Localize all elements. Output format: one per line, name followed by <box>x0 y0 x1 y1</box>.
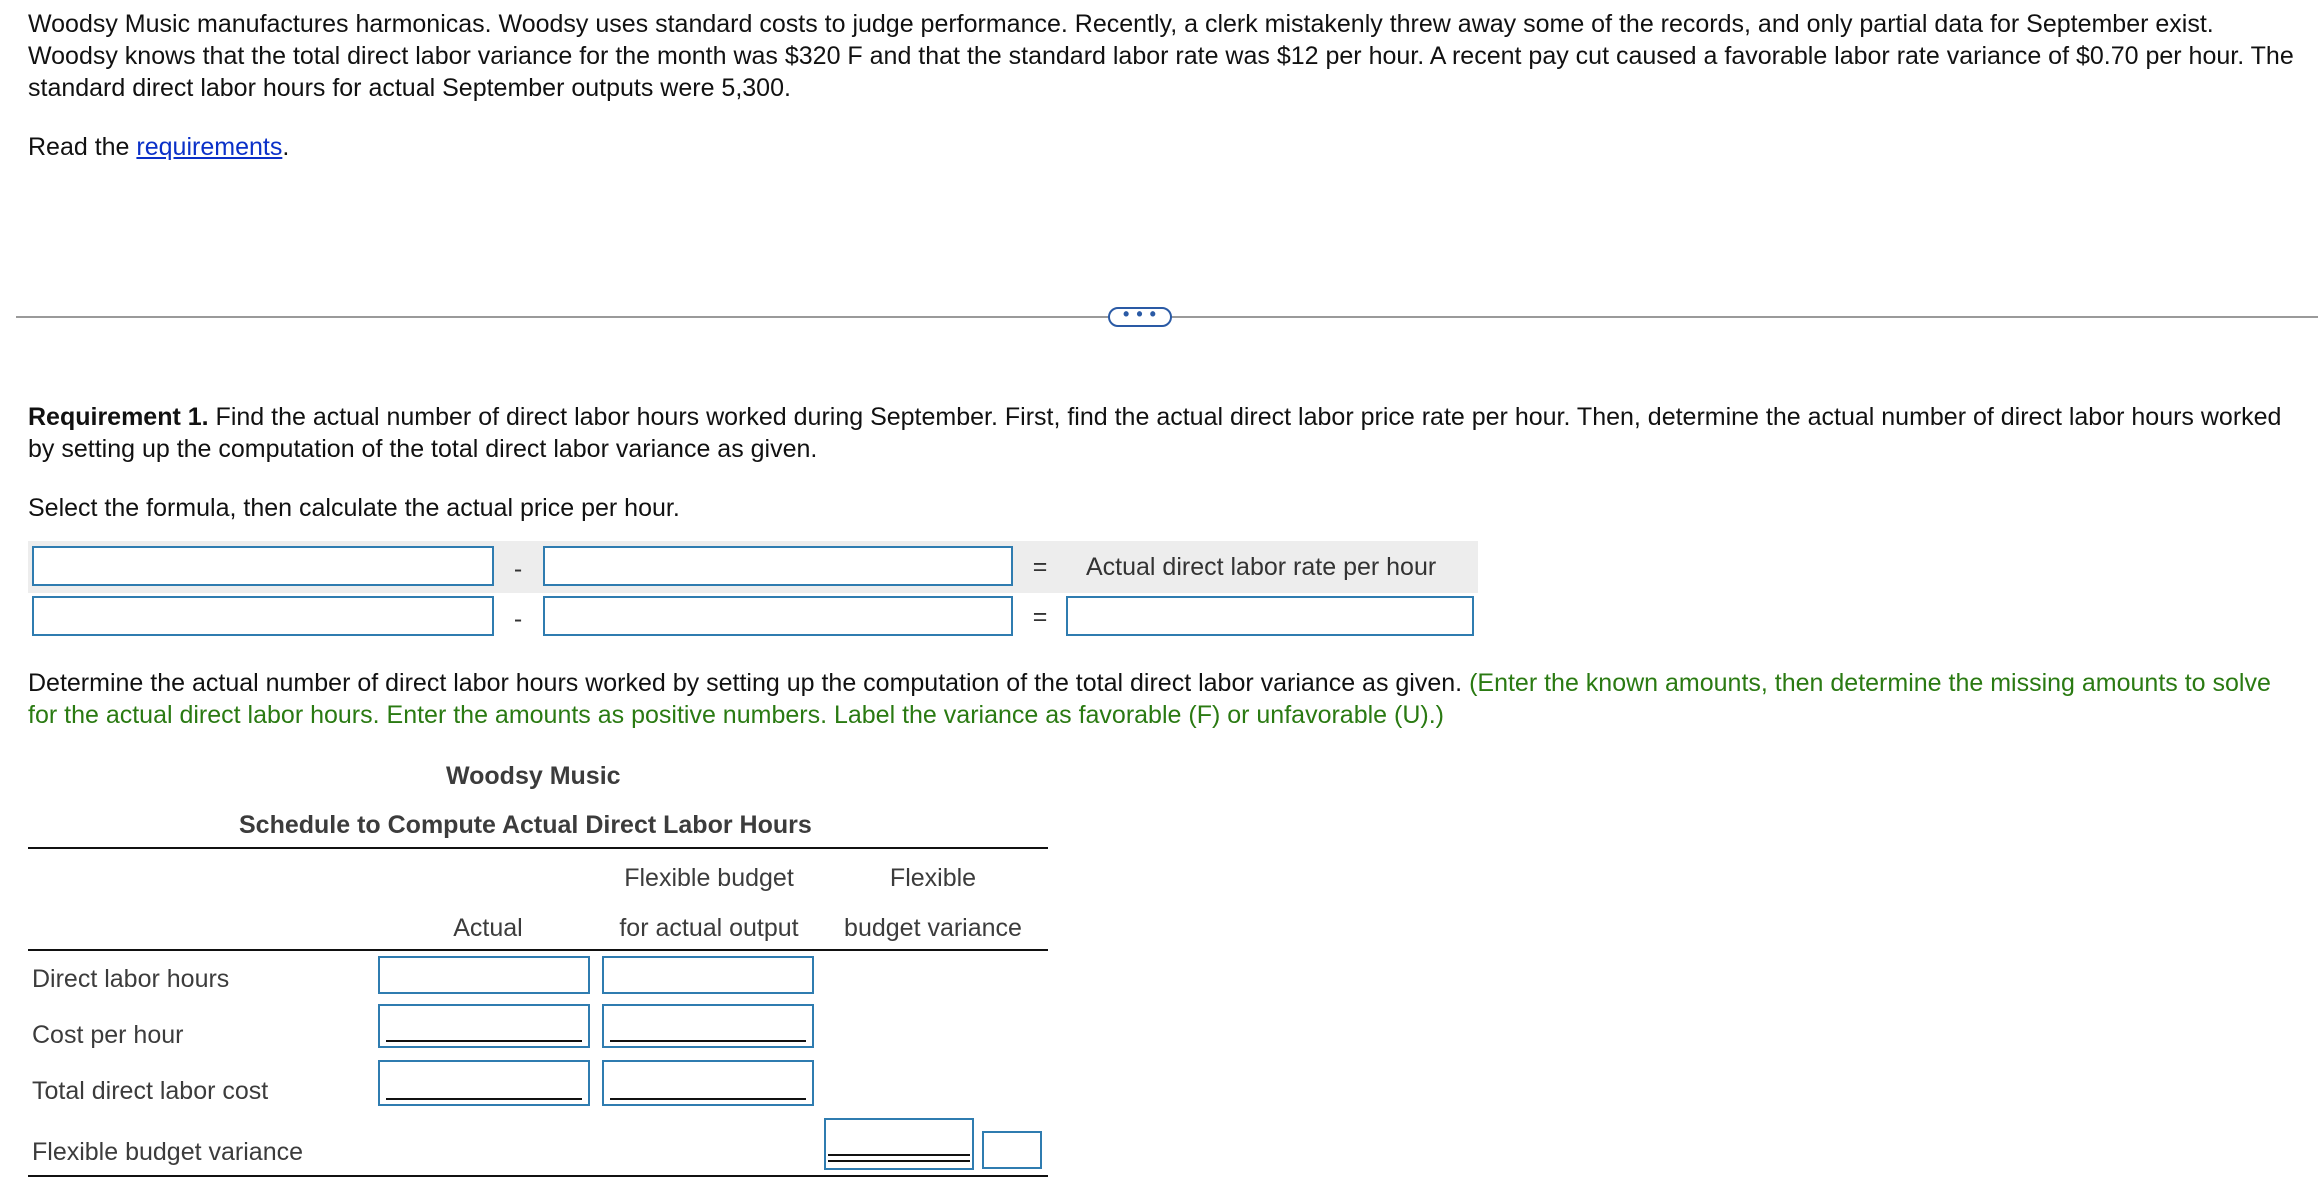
table-bottom-rule <box>28 1175 1048 1177</box>
formula-instruction: Select the formula, then calculate the actual price per hour. <box>28 494 680 522</box>
col-header-flex-line1: Flexible budget <box>624 864 794 892</box>
determine-text <box>28 667 2298 731</box>
read-requirements-line <box>28 131 2298 163</box>
equals-sign: = <box>1032 603 1048 631</box>
col-header-var-line1: Flexible <box>889 864 977 892</box>
company-name: Woodsy Music <box>446 762 621 790</box>
formula-select-right[interactable] <box>543 546 1013 586</box>
variance-amount-input[interactable] <box>824 1118 974 1170</box>
row-label-cost-per-hour: Cost per hour <box>32 1021 184 1049</box>
row-label-direct-labor-hours: Direct labor hours <box>32 965 230 993</box>
requirement1-title: Requirement 1. <box>28 403 209 431</box>
table-top-rule <box>28 847 1048 849</box>
row-label-total-direct-labor-cost: Total direct labor cost <box>32 1077 269 1105</box>
problem-text: Woodsy Music manufactures harmonicas. Woodsy uses standard costs to judge performance. Recently, a clerk mistakenly threw away some of the records, and only partial data for September exist. Woodsy knows that the total direct labor variance for the month was $320 F and that the standard labor rate was $12 per hour. A recent pay cut caused a favorable labor rate variance of $0.70 per hour. The standard direct labor hours for actual September outputs were 5,300. <box>28 10 2294 102</box>
col-header-var-line2: budget variance <box>844 914 1022 942</box>
formula-value-right[interactable] <box>543 596 1013 636</box>
flex-total-cost-input[interactable] <box>602 1060 814 1106</box>
equals-sign: = <box>1032 553 1048 581</box>
flex-cost-per-hour-input[interactable] <box>602 1004 814 1048</box>
actual-rate-label: Actual direct labor rate per hour <box>1086 553 1437 581</box>
formula-select-left[interactable] <box>32 546 494 586</box>
col-header-actual: Actual <box>453 914 523 942</box>
actual-cost-per-hour-input[interactable] <box>378 1004 590 1048</box>
flex-hours-input[interactable] <box>602 956 814 994</box>
requirements-link[interactable]: requirements <box>136 133 283 161</box>
table-header-rule <box>28 949 1048 951</box>
requirement1-body: Find the actual number of direct labor hours worked during September. First, find the actual direct labor price rate per hour. Then, determine the actual number of direct labor hours worked by setting up the computation of the total direct labor variance as given. <box>28 403 2282 463</box>
actual-hours-input[interactable] <box>378 956 590 994</box>
col-header-flex-line2: for actual output <box>619 914 799 942</box>
expand-more-button[interactable]: • • • <box>1108 307 1172 327</box>
determine-body: Determine the actual number of direct labor hours worked by setting up the computation of the total direct labor variance as given. <box>28 669 1470 697</box>
variance-fu-input[interactable] <box>982 1131 1042 1169</box>
determine-hint: (Enter the known amounts, then determine the missing amounts to solve for the actual direct labor hours. Enter the amounts as positive numbers. Label the variance as favorable (F) or unfavorable (U).) <box>28 669 2271 729</box>
actual-rate-input[interactable] <box>1066 596 1474 636</box>
actual-total-cost-input[interactable] <box>378 1060 590 1106</box>
read-prefix: Read the <box>28 133 137 161</box>
row-label-flexible-budget-variance: Flexible budget variance <box>32 1138 303 1166</box>
schedule-title: Schedule to Compute Actual Direct Labor Hours <box>239 811 812 839</box>
requirement1-text <box>28 401 2298 465</box>
minus-sign: - <box>513 555 523 583</box>
formula-value-left[interactable] <box>32 596 494 636</box>
minus-sign: - <box>513 605 523 633</box>
read-suffix: . <box>282 133 290 161</box>
